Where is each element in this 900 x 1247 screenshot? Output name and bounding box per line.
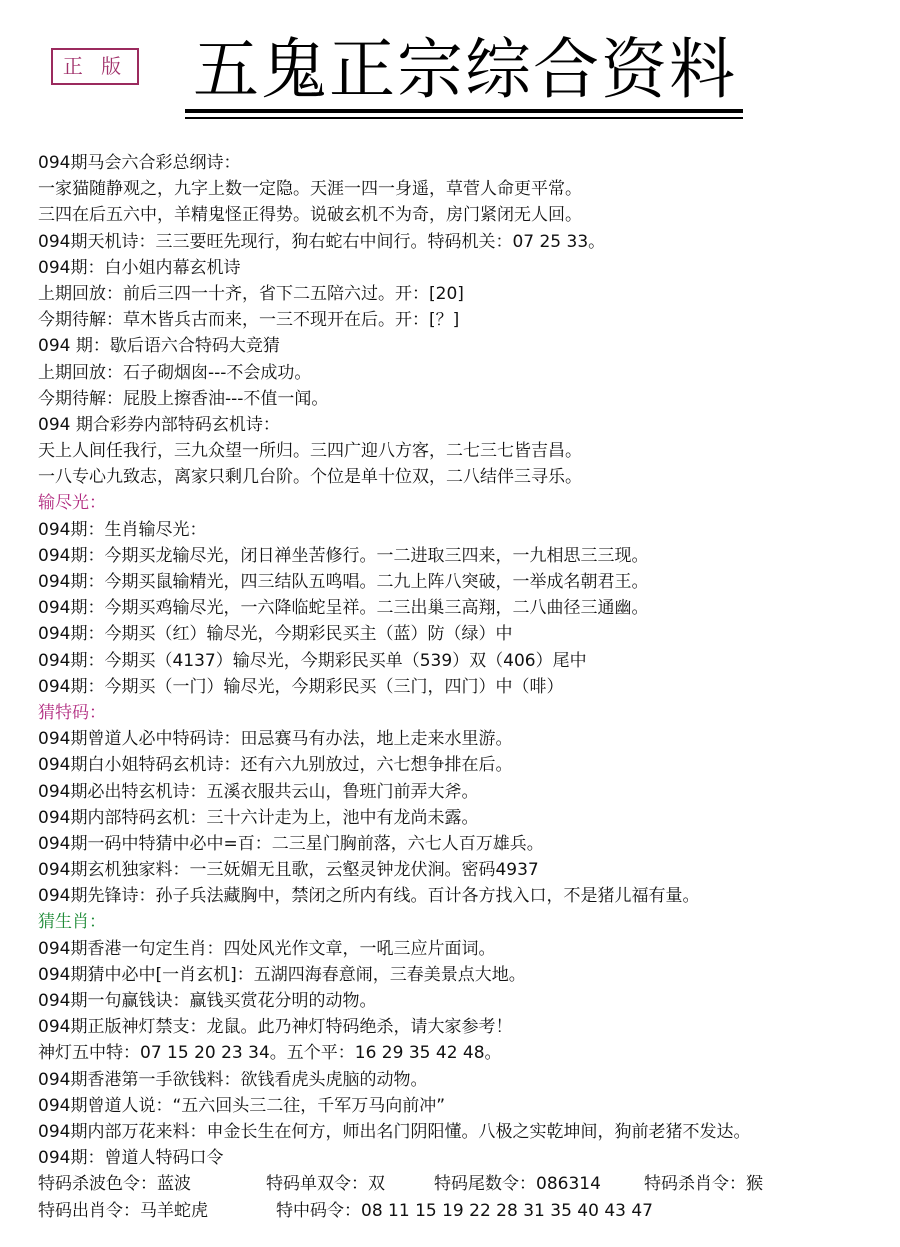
text-line: 三四在后五六中，羊精鬼怪正得势。说破玄机不为奇，房门紧闭无人回。: [38, 205, 582, 226]
text-line: 094期一码中特猜中必中=百：二三星门胸前落，六七人百万雄兵。: [38, 833, 544, 854]
text-line: 094期：今期买（一门）输尽光，今期彩民买（三门，四门）中（啡）: [38, 676, 564, 697]
content-body: [38, 150, 888, 1224]
code-odd-even: 特码单双令：双: [266, 1174, 385, 1195]
page-title: 五鬼正宗综合资料: [193, 31, 737, 108]
text-line: 094期内部万花来料：申金长生在何方，师出名门阴阳懂。八极之实乾坤间，狗前老猪不发达。: [38, 1121, 751, 1142]
title-underline-thin: [185, 117, 743, 119]
code-tail-number: 特码尾数令：086314: [434, 1174, 601, 1195]
code-kill-color: 特码杀波色令：蓝波: [38, 1174, 191, 1195]
title-underline-thick: [185, 109, 743, 113]
authentic-badge: 正 版: [51, 48, 139, 85]
text-line: 094期曾道人说：“五六回头三二往，千军万马向前冲”: [38, 1095, 446, 1116]
code-row-1: [38, 1171, 888, 1197]
text-line: 一八专心九致志，离家只剩几台阶。个位是单十位双，二八结伴三寻乐。: [38, 467, 582, 488]
code-kill-zodiac: 特码杀肖令：猴: [644, 1174, 763, 1195]
code-hit-numbers: 特中码令：08 11 15 19 22 28 31 35 40 43 47: [276, 1200, 653, 1221]
text-line: 094期正版神灯禁支：龙鼠。此乃神灯特码绝杀，请大家参考！: [38, 1017, 513, 1038]
text-line: 今期待解：屁股上擦香油---不值一闻。: [38, 388, 329, 409]
text-line: 094期香港一句定生肖：四处风光作文章，一吼三应片面词。: [38, 938, 496, 959]
text-line: 094 期：歇后语六合特码大竞猜: [38, 336, 280, 357]
text-line: 094期先锋诗：孙子兵法藏胸中，禁闭之所内有线。百计各方找入口，不是猪儿福有量。: [38, 886, 700, 907]
text-line: 094期：白小姐内幕玄机诗: [38, 257, 241, 278]
text-line: 094期：今期买（4137）输尽光，今期彩民买单（539）双（406）尾中: [38, 650, 587, 671]
text-line: 上期回放：石子砌烟囱---不会成功。: [38, 362, 312, 383]
text-line: 094期内部特码玄机：三十六计走为上，池中有龙尚未露。: [38, 807, 479, 828]
text-line: 094期天机诗：三三要旺先现行，狗右蛇右中间行。特码机关：07 25 33。: [38, 231, 606, 252]
text-line: 今期待解：草木皆兵古而来，一三不现开在后。开：[？]: [38, 310, 460, 331]
text-line: 一家猫随静观之，九字上数一定隐。天涯一四一身遥，草菅人命更平常。: [38, 179, 582, 200]
section-heading-guess-code: 猜特码：: [38, 702, 106, 723]
text-line: 094期：今期买（红）输尽光，今期彩民买主（蓝）防（绿）中: [38, 624, 513, 645]
text-line: 094期猜中必中[一肖玄机]：五湖四海春意闹，三春美景点大地。: [38, 964, 526, 985]
section-heading-lose-all: 输尽光：: [38, 493, 106, 514]
text-line: 094期：今期买鼠输精光，四三结队五鸣唱。二九上阵八突破，一举成名朝君王。: [38, 572, 649, 592]
text-line: 上期回放：前后三四一十齐，省下二五陪六过。开：[20]: [38, 283, 464, 304]
text-line: 094期香港第一手欲钱料：欲钱看虎头虎脑的动物。: [38, 1069, 428, 1090]
section-heading-guess-zodiac: 猜生肖：: [38, 912, 106, 933]
text-line: 天上人间任我行，三九众望一所归。三四广迎八方客，二七三七皆吉昌。: [38, 441, 582, 462]
text-line: 094期白小姐特码玄机诗：还有六九别放过，六七想争排在后。: [38, 755, 513, 776]
text-line: 094期：今期买龙输尽光，闭日禅坐苦修行。一二进取三四来，一九相思三三现。: [38, 545, 649, 566]
text-line: 神灯五中特：07 15 20 23 34。五个平：16 29 35 42 48。: [38, 1043, 502, 1064]
text-line: 094期必出特玄机诗：五溪衣服共云山，鲁班门前弄大斧。: [38, 781, 479, 802]
text-line: 094 期合彩券内部特码玄机诗：: [38, 414, 280, 435]
text-line: 094期马会六合彩总纲诗：: [38, 153, 241, 173]
text-line: 094期一句赢钱诀：赢钱买赏花分明的动物。: [38, 991, 377, 1011]
text-line: 094期：今期买鸡输尽光，一六降临蛇呈祥。二三出巢三高翔，二八曲径三通幽。: [38, 598, 649, 619]
code-out-zodiac: 特码出肖令：马羊蛇虎: [38, 1200, 208, 1221]
text-line: 094期：曾道人特码口令: [38, 1148, 224, 1169]
text-line: 094期曾道人必中特码诗：田忌赛马有办法，地上走来水里游。: [38, 729, 513, 750]
text-line: 094期：生肖输尽光：: [38, 519, 207, 540]
code-row-2: [38, 1198, 888, 1224]
text-line: 094期玄机独家料：一三妩媚无且歌，云壑灵钟龙伏涧。密码4937: [38, 860, 539, 881]
